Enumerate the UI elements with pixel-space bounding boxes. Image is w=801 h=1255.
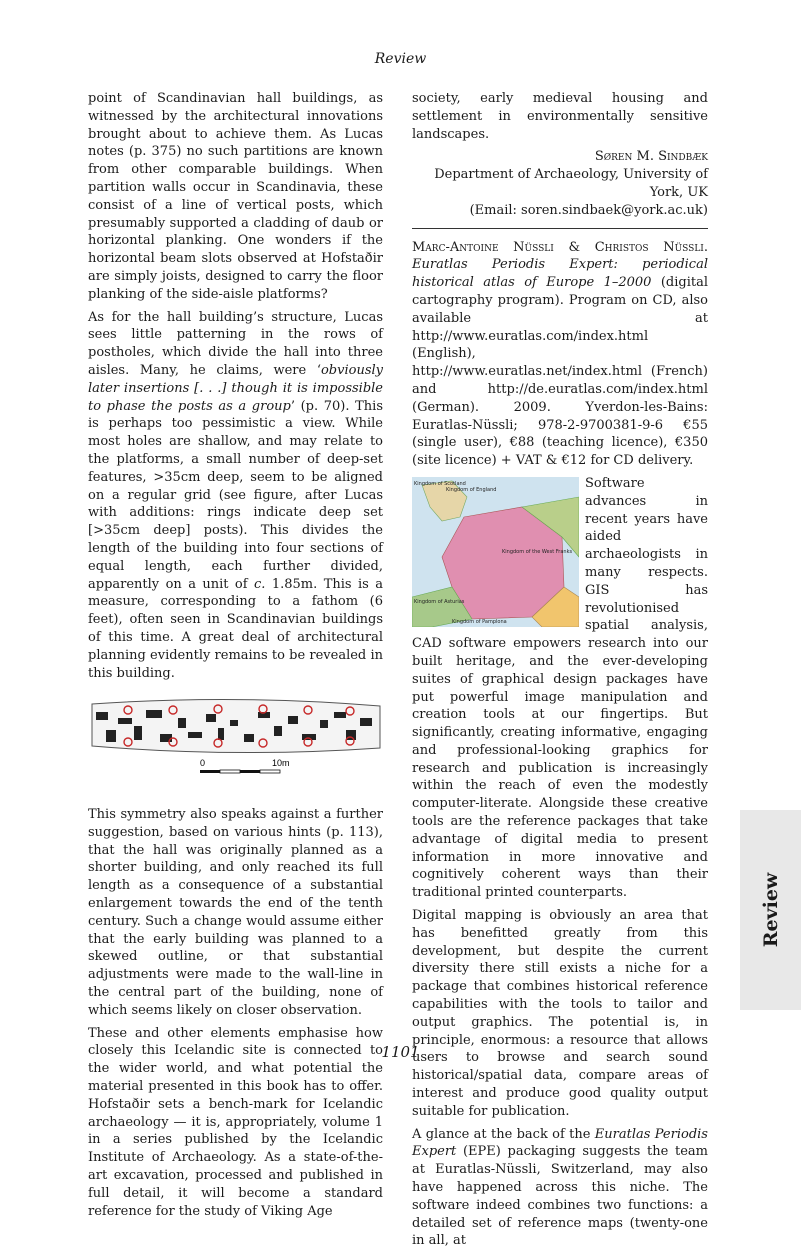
signature-name: Søren M. Sindbæk (594, 149, 708, 165)
italic-quote: obviously later insertions [. . .] though it is impossible to phase the posts as a group (88, 362, 383, 414)
right-paragraph-3: Digital mapping is obviously an area that has benefitted greatly from this development, but despite the current diversity there still exists a niche for a package that combines historical reference capabilities with the tools to tailor and output graphics. The potential is, in principle, enormous: a resource that allows users to browse and search sound historical/spatial data, compare areas of interest and produce good quality output suitable for publication. (412, 908, 708, 1119)
right-column (412, 90, 708, 1255)
euratlas-map-figure (412, 477, 579, 627)
hall-plan-drawing (88, 690, 383, 790)
right-paragraph-1: society, early medieval housing and settlement in environmentally sensitive landscapes. (412, 91, 708, 142)
left-paragraph-1: point of Scandinavian hall buildings, as witnessed by the architectural innovations brought about to achieve them. As Lucas notes (p. 375) no such partitions are known from other comparable buildings. When partition walls occur in Scandinavia, these consist of a line of vertical posts, which presumably supported a cladding of daub or horizontal planking. One wonders if the horizontal beam slots observed at Hofstaðir are simply joists, designed to carry the floor planking of the side-aisle platforms? (88, 91, 383, 302)
right-paragraph-2: Software advances in recent years have aided archaeologists in many respects. GIS has revolutionised spatial analysis, CAD software empowers research into our built heritage, and the ever-developing suites of graphical design packages have put powerful image manipulation and creation tools at our fingertips. But significantly, creating informative, engaging and professional-looking graphics for research and publication is increasingly within the reach of even the modestly computer-literate. Alongside these creative tools are the reference packages that take advantage of digital media to present information in more innovative and cognitively coherent ways than their traditional printed counterparts. (412, 475, 708, 901)
left-paragraph-4: These and other elements emphasise how closely this Icelandic site is connected to the wider world, and what potential the material presented in this book has to offer. Hofstaðir sets a bench-mark for Icelandic archaeology — it is, appropriately, volume 1 in a series published by the Icelandic Institute of Archaeology. As a state-of-the-art excavation, processed and published in full detail, it will become a standard reference for the study of Viking Age (88, 1025, 383, 1219)
map-label: Kingdom of England (446, 486, 497, 493)
signature-department: Department of Archaeology, University of York, UK (434, 167, 708, 200)
page-number: 1101 (381, 1043, 420, 1061)
section-divider (412, 228, 708, 229)
italic-title: Euratlas Periodis Expert (412, 1126, 708, 1160)
left-paragraph-2 (88, 309, 383, 683)
map-label: Kingdom of Pamplona (452, 618, 507, 625)
section-side-tab (740, 810, 801, 1010)
left-paragraph-3: This symmetry also speaks against a further suggestion, based on various hints (p. 113), that the hall was originally planned as a shorter building, and only reached its full length as a consequence of a substantial enlargement towards the end of the tenth century. Such a change would assume either that the early building was planned to a skewed outline, or that substantial adjustments were made to the wall-line in the central part of the building, none of which seems likely on closer observation. (88, 807, 383, 1018)
text-run: As for the hall building’s structure, Lucas sees little patterning in the rows of postholes, which divide the hall into three aisles. Many, he claims, were ‘ (88, 309, 383, 378)
reference-title: Euratlas Periodis Expert: periodical historical atlas of Europe 1–2000 (412, 257, 708, 291)
italic-circa: c. (254, 576, 266, 592)
scale-bar (200, 758, 290, 773)
text-run: ’ (p. 70). This is perhaps too pessimistic a view. While most holes are shallow, and may relate to the platforms, a small number of deep-set features, >35cm deep, seem to be aligned on a regular grid (see figure, after Lucas with additions: rings indicate deep set [>35cm deep] posts). This divides the length of the building into four sections of equal length, each further divided, apparently on a unit of (88, 398, 383, 592)
side-tab-label: Review (759, 872, 782, 948)
signature-email: (Email: soren.sindbaek@york.ac.uk) (469, 202, 708, 218)
scale-label-zero: 0 (200, 758, 206, 769)
map-label: Kingdom of the West Franks (502, 548, 573, 555)
text-run: 1.85m. This is a measure, corresponding to a fathom (6 feet), often seen in Scandinavian buildings of this time. A great deal of architectural planning evidently remains to be revealed in this building. (88, 576, 384, 681)
reference-authors: Marc-Antoine Nüssli & Christos Nüssli. (412, 239, 708, 255)
reference-details: (digital cartography program). Program on CD, also available at http://www.euratlas.com/index.html (English), http://www.euratlas.net/index.html (French) and http://de.euratlas.com/index.html (German). 2009. Yverdon-les-Bains: Euratlas-Nüssli; 978-2-9700381-9-6 €55 (single user), €88 (teaching licence), €350 (site licence) + VAT & €12 for CD delivery. (412, 275, 708, 469)
map-drawing (412, 477, 579, 627)
map-label: Kingdom of Asturias (414, 598, 465, 605)
hall-plan-figure (88, 690, 383, 796)
text-run: A glance at the back of the (412, 1126, 595, 1142)
right-paragraph-4 (412, 1126, 708, 1251)
map-label: Kingdom of Scotland (414, 480, 466, 487)
running-head: Review (374, 51, 427, 67)
scale-label-ten: 10m (272, 758, 290, 769)
text-run: (EPE) packaging suggests the team at Euratlas-Nüssli, Switzerland, may also have happened across this niche. The software indeed combines two functions: a detailed set of reference maps (twenty-one in all, at (412, 1144, 708, 1249)
review-reference (412, 239, 708, 470)
